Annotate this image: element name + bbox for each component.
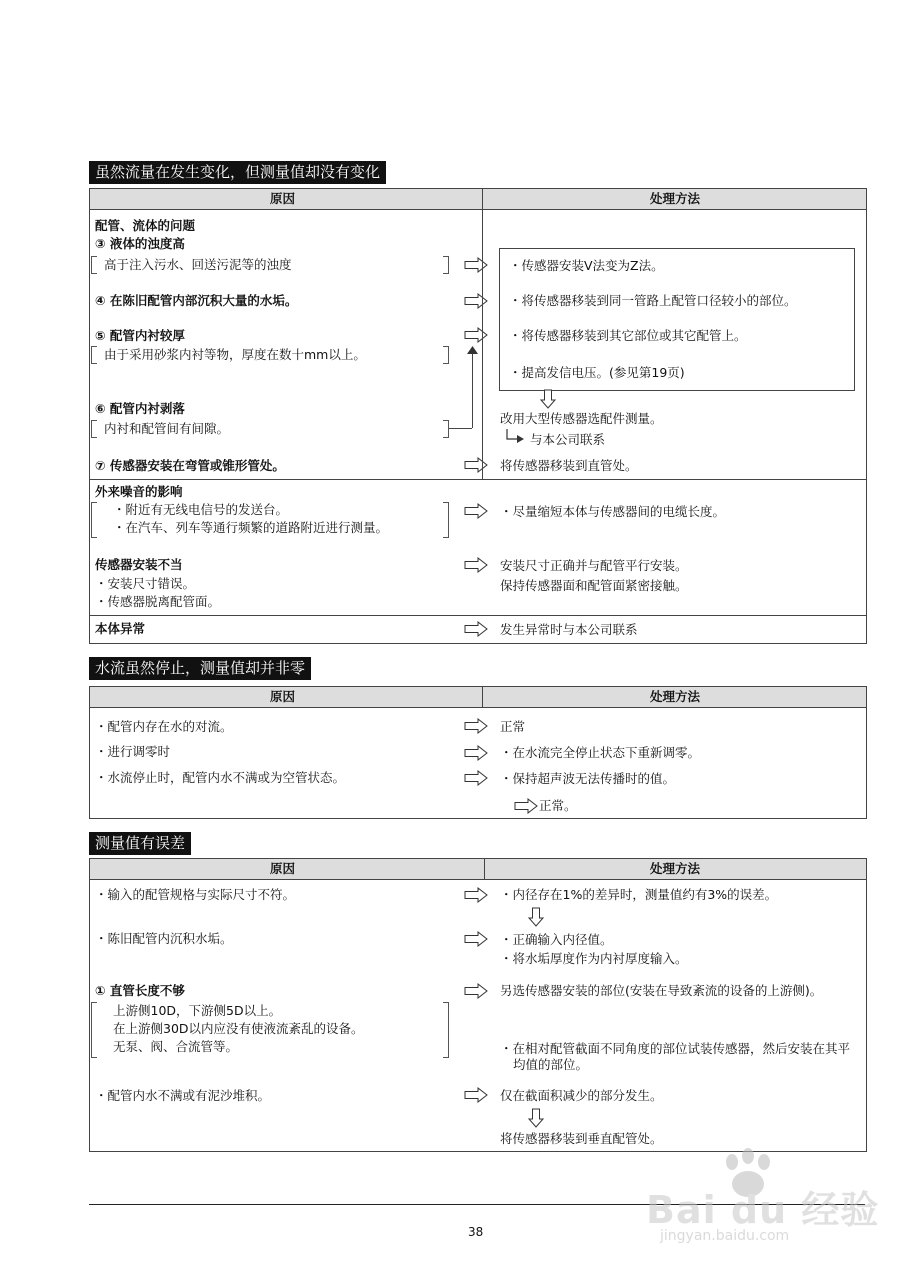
row-divider xyxy=(89,479,866,480)
body-fix: 发生异常时与本公司联系 xyxy=(500,622,638,637)
col-fix-header: 处理方法 xyxy=(650,689,701,704)
s2-fix-1: 正常 xyxy=(500,719,526,734)
right-arrow-icon xyxy=(464,621,488,637)
s3-cause-4: ・配管内水不满或有泥沙堆积。 xyxy=(95,1088,271,1103)
s3-cause-3-line-3: 无泵、阀、合流管等。 xyxy=(113,1039,239,1054)
s2-fix-3: ・保持超声波无法传播时的值。 xyxy=(500,771,676,786)
col-fix-header: 处理方法 xyxy=(650,191,701,206)
item-7-title: ⑦ 传感器安装在弯管或锥形管处。 xyxy=(95,458,285,473)
s3-fix-4a: 仅在截面积减少的部分发生。 xyxy=(500,1088,663,1103)
header-divider xyxy=(482,188,483,209)
right-arrow-icon xyxy=(464,457,488,473)
s3-cause-2: ・陈旧配管内沉积水垢。 xyxy=(95,931,233,946)
item-3-detail: 高于注入污水、回送污泥等的浊度 xyxy=(104,257,292,272)
bracket-right xyxy=(443,420,449,438)
down-arrow-icon xyxy=(540,389,556,409)
right-arrow-icon xyxy=(464,931,488,947)
bracket-left xyxy=(91,1002,97,1058)
bracket-left xyxy=(91,256,97,274)
bracket-right xyxy=(443,502,449,538)
right-arrow-icon xyxy=(464,745,488,761)
s2-cause-3: ・水流停止时，配管内水不满或为空管状态。 xyxy=(95,770,346,785)
s2-fix-4: 正常。 xyxy=(539,798,577,813)
right-arrow-icon xyxy=(464,887,488,903)
down-arrow-icon xyxy=(528,907,544,927)
right-arrow-icon xyxy=(464,293,488,309)
section-title-2: 水流虽然停止，测量值却并非零 xyxy=(89,657,311,680)
right-arrow-icon xyxy=(464,327,488,343)
s3-fix-2b: ・将水垢厚度作为内衬厚度输入。 xyxy=(500,951,688,966)
install-cause-2: ・传感器脱离配管面。 xyxy=(95,594,221,609)
s3-cause-3-title: ① 直管长度不够 xyxy=(95,983,185,998)
fix-b: ・将传感器移装到同一管路上配管口径较小的部位。 xyxy=(509,293,797,308)
right-arrow-icon xyxy=(464,257,488,273)
noise-cause-2: ・在汽车、列车等通行频繁的道路附近进行测量。 xyxy=(113,520,389,535)
watermark xyxy=(640,1148,880,1248)
noise-fix: ・尽量缩短本体与传感器间的电缆长度。 xyxy=(500,504,726,519)
col-cause-header: 原因 xyxy=(270,861,296,876)
group-title-body: 本体异常 xyxy=(95,621,146,636)
connector-line xyxy=(472,352,473,428)
row-divider xyxy=(89,615,866,616)
group-title-noise: 外来噪音的影响 xyxy=(95,484,183,499)
s2-cause-1: ・配管内存在水的对流。 xyxy=(95,719,233,734)
group-title-piping: 配管、流体的问题 xyxy=(95,218,196,233)
column-divider xyxy=(482,208,483,479)
watermark-url: jingyan.baidu.com xyxy=(660,1228,790,1244)
arrowhead-icon xyxy=(467,346,478,354)
item-4-title: ④ 在陈旧配管内部沉积大量的水垢。 xyxy=(95,293,298,308)
col-cause-header: 原因 xyxy=(270,191,296,206)
install-fix-1: 安装尺寸正确并与配管平行安装。 xyxy=(500,558,688,573)
install-fix-2: 保持传感器面和配管面紧密接触。 xyxy=(500,578,688,593)
bracket-right xyxy=(443,346,449,364)
item-6-title: ⑥ 配管内衬剥落 xyxy=(95,401,185,416)
s3-fix-1: ・内径存在1%的差异时，测量值约有3%的误差。 xyxy=(500,887,778,902)
noise-cause-1: ・附近有无线电信号的发送台。 xyxy=(113,502,289,517)
section-title-3: 测量值有误差 xyxy=(89,832,191,855)
s3-fix-2a: ・正确输入内径值。 xyxy=(500,932,613,947)
fix-e: 改用大型传感器选配件测量。 xyxy=(500,411,663,426)
right-arrow-icon xyxy=(514,798,538,814)
item-5-title: ⑤ 配管内衬较厚 xyxy=(95,328,185,343)
s3-cause-1: ・输入的配管规格与实际尺寸不符。 xyxy=(95,887,296,902)
s3-cause-3-line-2: 在上游侧30D以内应没有使液流紊乱的设备。 xyxy=(113,1021,364,1036)
item-3-title: ③ 液体的浊度高 xyxy=(95,236,185,251)
bracket-left xyxy=(91,502,97,538)
elbow-arrow-icon xyxy=(505,428,525,446)
s2-fix-2: ・在水流完全停止状态下重新调零。 xyxy=(500,745,701,760)
s2-cause-2: ・进行调零时 xyxy=(95,744,171,759)
section-title-1: 虽然流量在发生变化，但测量值却没有变化 xyxy=(89,161,386,184)
bracket-right xyxy=(443,256,449,274)
fix-f: 与本公司联系 xyxy=(530,432,606,447)
fix-d: ・提高发信电压。(参见第19页) xyxy=(509,365,685,380)
col-fix-header: 处理方法 xyxy=(650,861,701,876)
s3-fix-3a: 另选传感器安装的部位(安装在导致紊流的设备的上游侧)。 xyxy=(500,983,823,998)
watermark-brand: Bai du 经验 xyxy=(646,1188,880,1232)
table-2-header xyxy=(89,686,867,708)
fix-7: 将传感器移装到直管处。 xyxy=(500,458,638,473)
table-3-header xyxy=(89,858,867,880)
header-divider xyxy=(482,686,483,707)
right-arrow-icon xyxy=(464,503,488,519)
fix-c: ・将传感器移装到其它部位或其它配管上。 xyxy=(509,328,747,343)
bracket-left xyxy=(91,346,97,364)
install-cause-1: ・安装尺寸错误。 xyxy=(95,576,196,591)
s3-fix-4b: 将传感器移装到垂直配管处。 xyxy=(500,1131,663,1146)
col-cause-header: 原因 xyxy=(270,689,296,704)
right-arrow-icon xyxy=(464,983,488,999)
s3-fix-3b: ・在相对配管截面不同角度的部位试装传感器，然后安装在其平均值的部位。 xyxy=(500,1041,851,1072)
item-6-detail: 内衬和配管间有间隙。 xyxy=(104,421,230,436)
table-1-header xyxy=(89,188,867,210)
bracket-right xyxy=(443,1002,449,1058)
page-number: 38 xyxy=(468,1225,484,1239)
header-divider xyxy=(484,858,485,879)
item-5-detail: 由于采用砂浆内衬等物，厚度在数十mm以上。 xyxy=(104,347,366,362)
s3-cause-3-line-1: 上游侧10D，下游侧5D以上。 xyxy=(113,1003,282,1018)
fix-a: ・传感器安装V法变为Z法。 xyxy=(509,258,664,273)
bracket-left xyxy=(91,420,97,438)
right-arrow-icon xyxy=(464,1087,488,1103)
right-arrow-icon xyxy=(464,770,488,786)
right-arrow-icon xyxy=(464,718,488,734)
down-arrow-icon xyxy=(528,1108,544,1128)
group-title-install: 传感器安装不当 xyxy=(95,557,183,572)
connector-line xyxy=(449,428,472,429)
right-arrow-icon xyxy=(464,557,488,573)
